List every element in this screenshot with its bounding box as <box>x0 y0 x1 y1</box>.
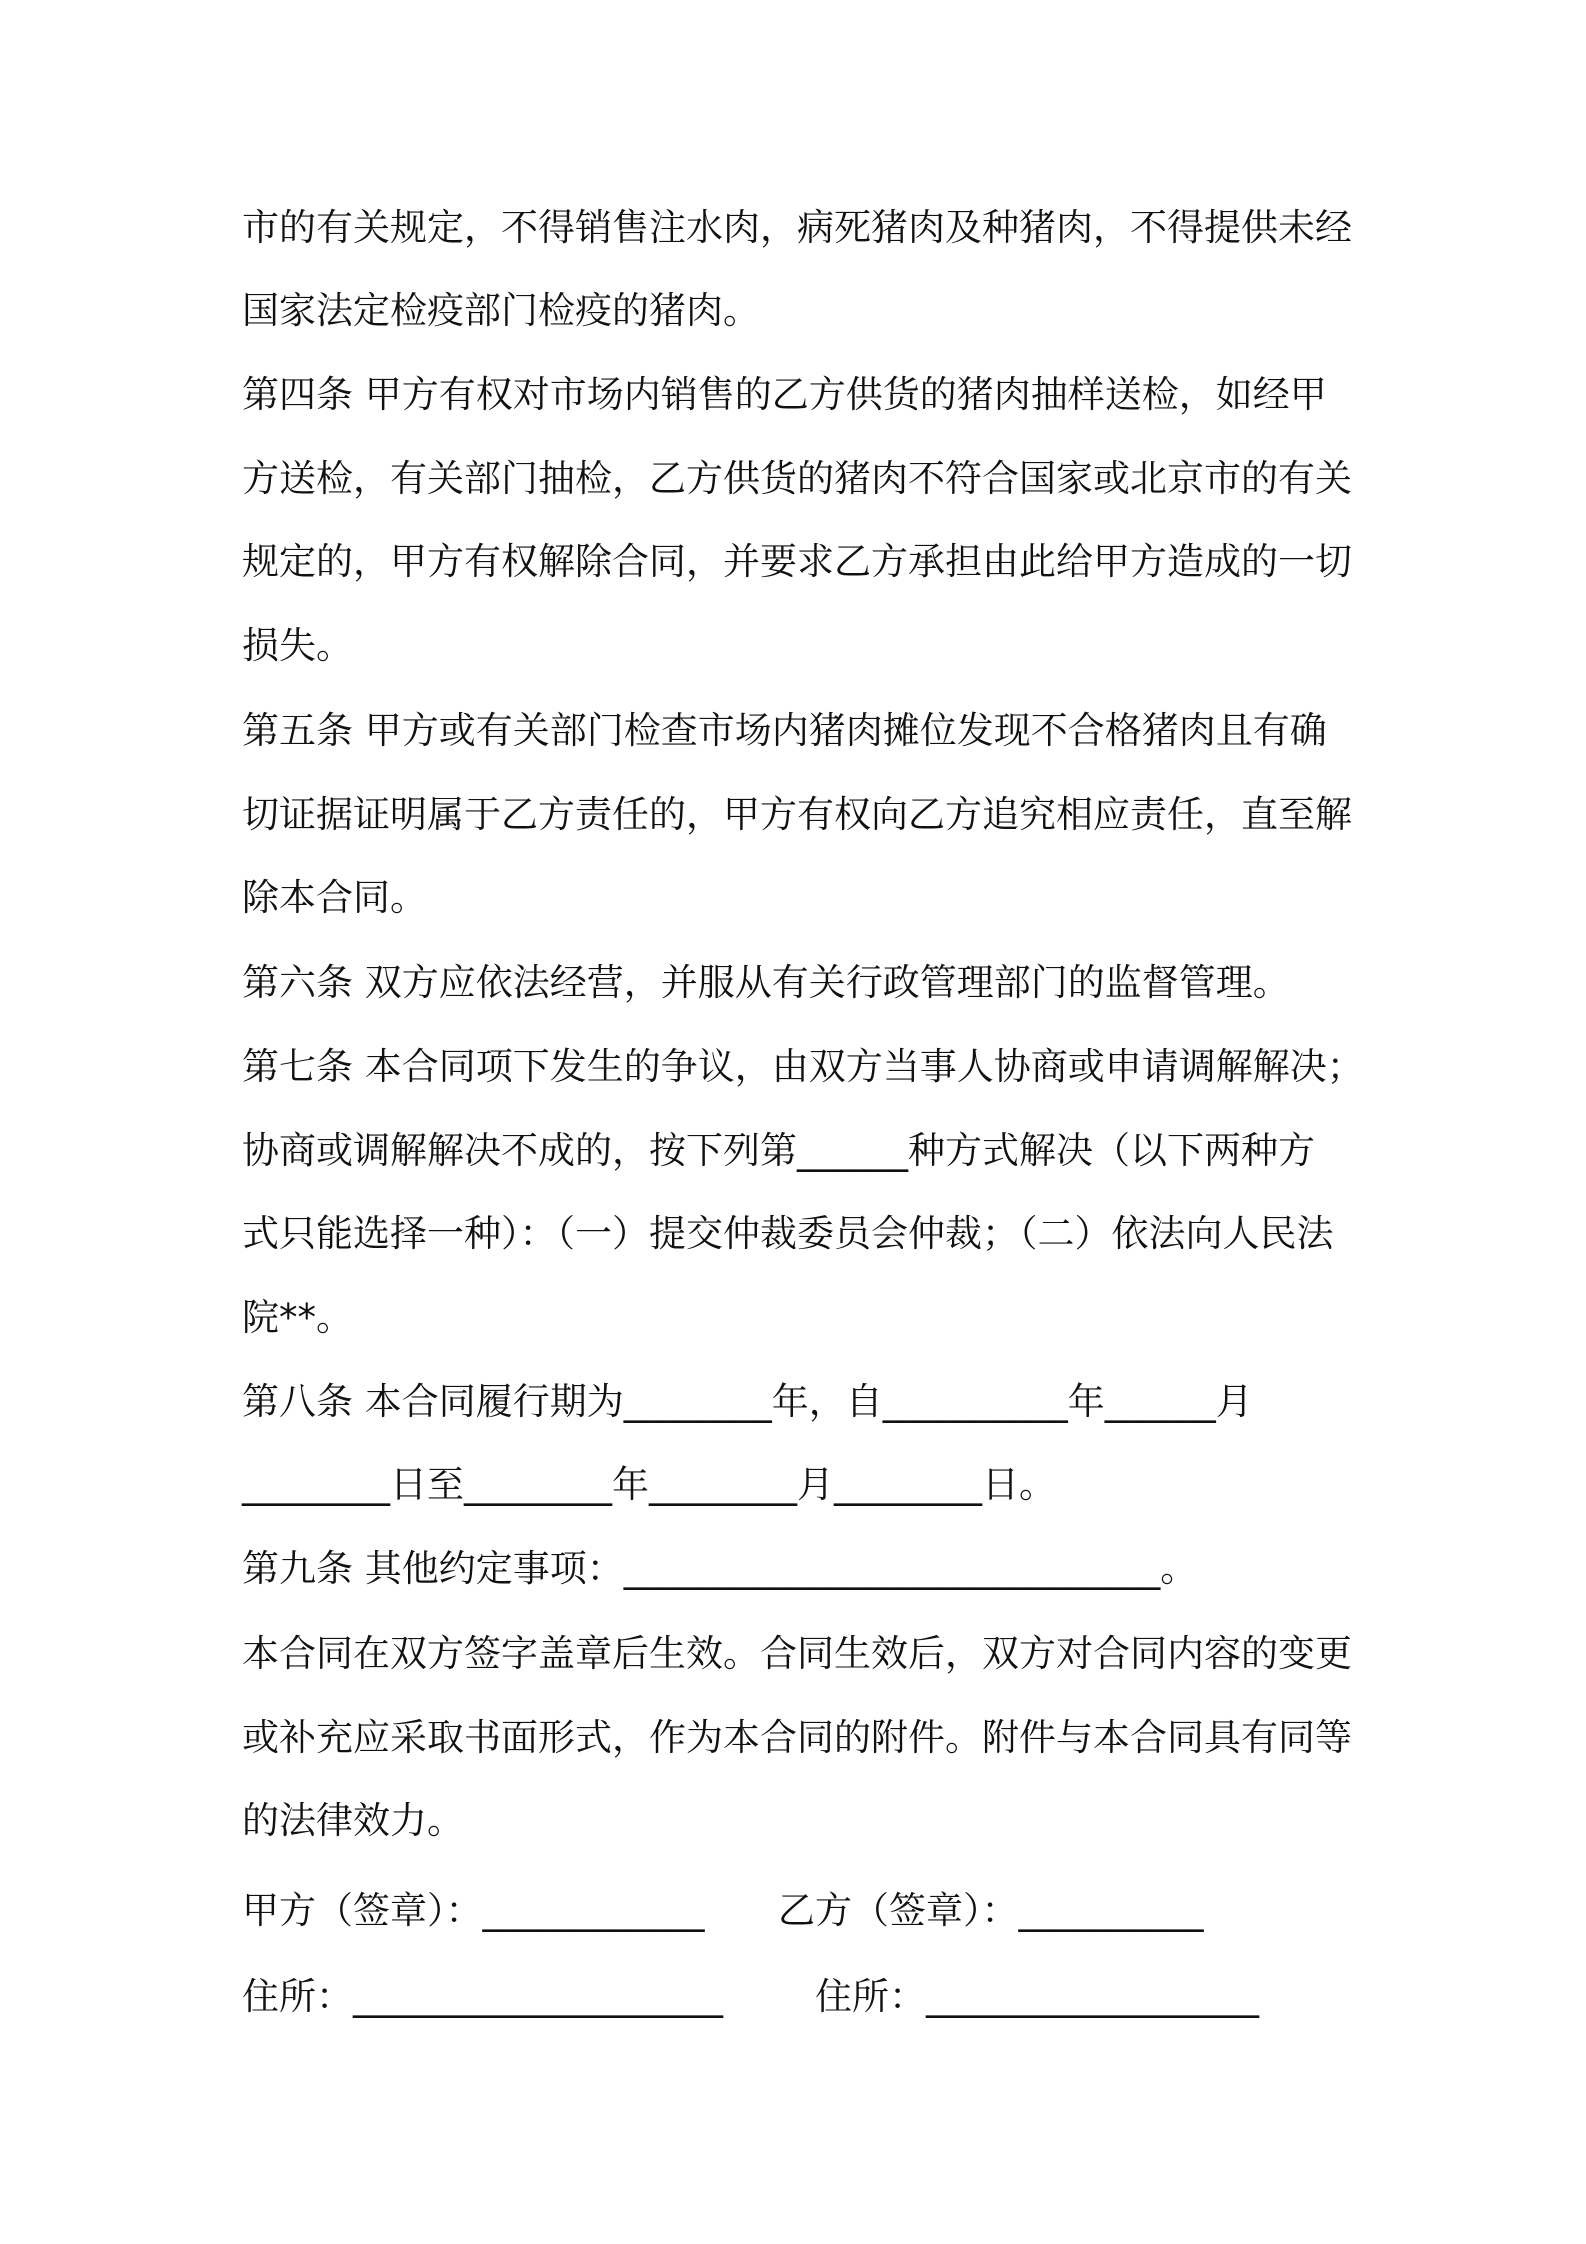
text-line: 院**。 <box>242 1296 353 1339</box>
text-line: 的法律效力。 <box>242 1799 464 1842</box>
text-line: 除本合同。 <box>242 876 427 919</box>
clause-6: 第六条 双方应依法经营，并服从有关行政管理部门的监督管理。 <box>242 961 1290 1004</box>
text-line: 规定的，甲方有权解除合同，并要求乙方承担由此给甲方造成的一切 <box>242 540 1352 583</box>
text-line: 损失。 <box>242 624 353 667</box>
clause-8: 第八条 本合同履行期为________年，自__________年______月 <box>242 1380 1253 1423</box>
clause-5: 第五条 甲方或有关部门检查市场内猪肉摊位发现不合格猪肉且有确 <box>242 709 1327 752</box>
party-a-address-line: 住所：____________________ <box>242 1975 723 2018</box>
text-line: 式只能选择一种）：（一）提交仲裁委员会仲裁；（二）依法向人民法 <box>242 1212 1334 1255</box>
text-line: 市的有关规定，不得销售注水肉，病死猪肉及种猪肉，不得提供未经 <box>242 206 1352 249</box>
text-line: 切证据证明属于乙方责任的，甲方有权向乙方追究相应责任，直至解 <box>242 793 1352 836</box>
clause-9: 第九条 其他约定事项：_____________________________。 <box>242 1547 1198 1590</box>
party-b-seal-line: 乙方（签章）：__________ <box>778 1889 1204 1932</box>
clause-4: 第四条 甲方有权对市场内销售的乙方供货的猪肉抽样送检，如经甲 <box>242 373 1327 416</box>
party-a-seal-line: 甲方（签章）：____________ <box>242 1889 705 1932</box>
clause-7: 第七条 本合同项下发生的争议，由双方当事人协商或申请调解解决； <box>242 1045 1364 1088</box>
party-b-address-line: 住所：__________________ <box>815 1975 1259 2018</box>
text-line: 或补充应采取书面形式，作为本合同的附件。附件与本合同具有同等 <box>242 1716 1352 1759</box>
text-line: 方送检，有关部门抽检，乙方供货的猪肉不符合国家或北京市的有关 <box>242 457 1352 500</box>
text-line: 协商或调解解决不成的，按下列第______种方式解决（以下两种方 <box>242 1129 1315 1172</box>
text-line: 国家法定检疫部门检疫的猪肉。 <box>242 289 760 332</box>
effective-clause: 本合同在双方签字盖章后生效。合同生效后，双方对合同内容的变更 <box>242 1632 1352 1675</box>
text-line: ________日至________年________月________日。 <box>242 1463 1056 1506</box>
